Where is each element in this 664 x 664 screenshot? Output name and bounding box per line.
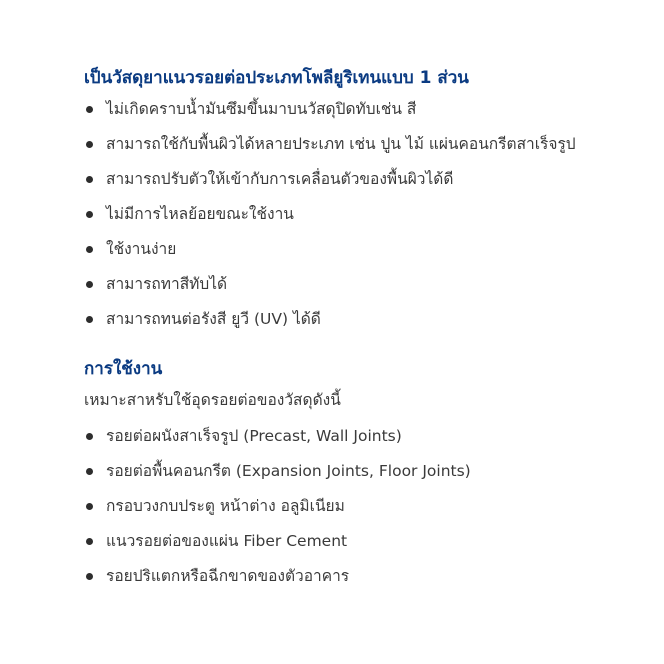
list-item-text: รอยปริแตกหรือฉีกขาดของตัวอาคาร [106,567,350,585]
list-item-text: แนวรอยต่อของแผ่น Fiber Cement [106,532,348,550]
usage-intro: เหมาะสาหรับใช้อุดรอยต่อของวัสดุดังนี้ [84,391,341,409]
list-item [84,127,644,162]
list-item-text: สามารถใช้กับพื้นผิวได้หลายประเภท เช่น ปูน ไม้ แผ่นคอนกรีตสาเร็จรูป [106,135,576,153]
list-item-text: สามารถปรับตัวให้เข้ากับการเคลื่อนตัวของพื้นผิวได้ดี [106,170,454,188]
section-spacer [84,337,644,355]
bullet-dot-icon [86,538,93,545]
list-item-text: กรอบวงกบประตู หน้าต่าง อลูมิเนียม [106,497,345,515]
list-item [84,267,644,302]
list-item [84,454,644,489]
list-item-text: ไม่เกิดคราบน้ำมันซึมขึ้นมาบนวัสดุปิดทับเช่น สี [106,100,417,118]
bullet-dot-icon [86,176,93,183]
list-item-text: สามารถทนต่อรังสี ยูวี (UV) ได้ดี [106,310,321,328]
bullet-dot-icon [86,573,93,580]
list-item [84,92,644,127]
list-item [84,419,644,454]
list-item-text: รอยต่อผนังสาเร็จรูป (Precast, Wall Joints) [106,427,402,445]
list-item-text: รอยต่อพื้นคอนกรีต (Expansion Joints, Floor Joints) [106,462,471,480]
list-item [84,559,644,594]
usage-heading: การใช้งาน [84,359,163,379]
list-item [84,489,644,524]
usage-list [84,419,644,594]
features-heading: เป็นวัสดุยาแนวรอยต่อประเภทโพลียูริเทนแบบ 1 ส่วน [84,68,469,88]
bullet-dot-icon [86,503,93,510]
bullet-dot-icon [86,433,93,440]
list-item-text: สามารถทาสีทับได้ [106,275,228,293]
bullet-dot-icon [86,246,93,253]
product-description [84,64,644,594]
list-item [84,162,644,197]
list-item-text: ใช้งานง่าย [106,240,177,258]
bullet-dot-icon [86,211,93,218]
list-item [84,524,644,559]
bullet-dot-icon [86,281,93,288]
bullet-dot-icon [86,468,93,475]
bullet-dot-icon [86,141,93,148]
features-list [84,92,644,337]
list-item [84,302,644,337]
list-item [84,232,644,267]
list-item [84,197,644,232]
bullet-dot-icon [86,316,93,323]
list-item-text: ไม่มีการไหลย้อยขณะใช้งาน [106,205,294,223]
bullet-dot-icon [86,106,93,113]
